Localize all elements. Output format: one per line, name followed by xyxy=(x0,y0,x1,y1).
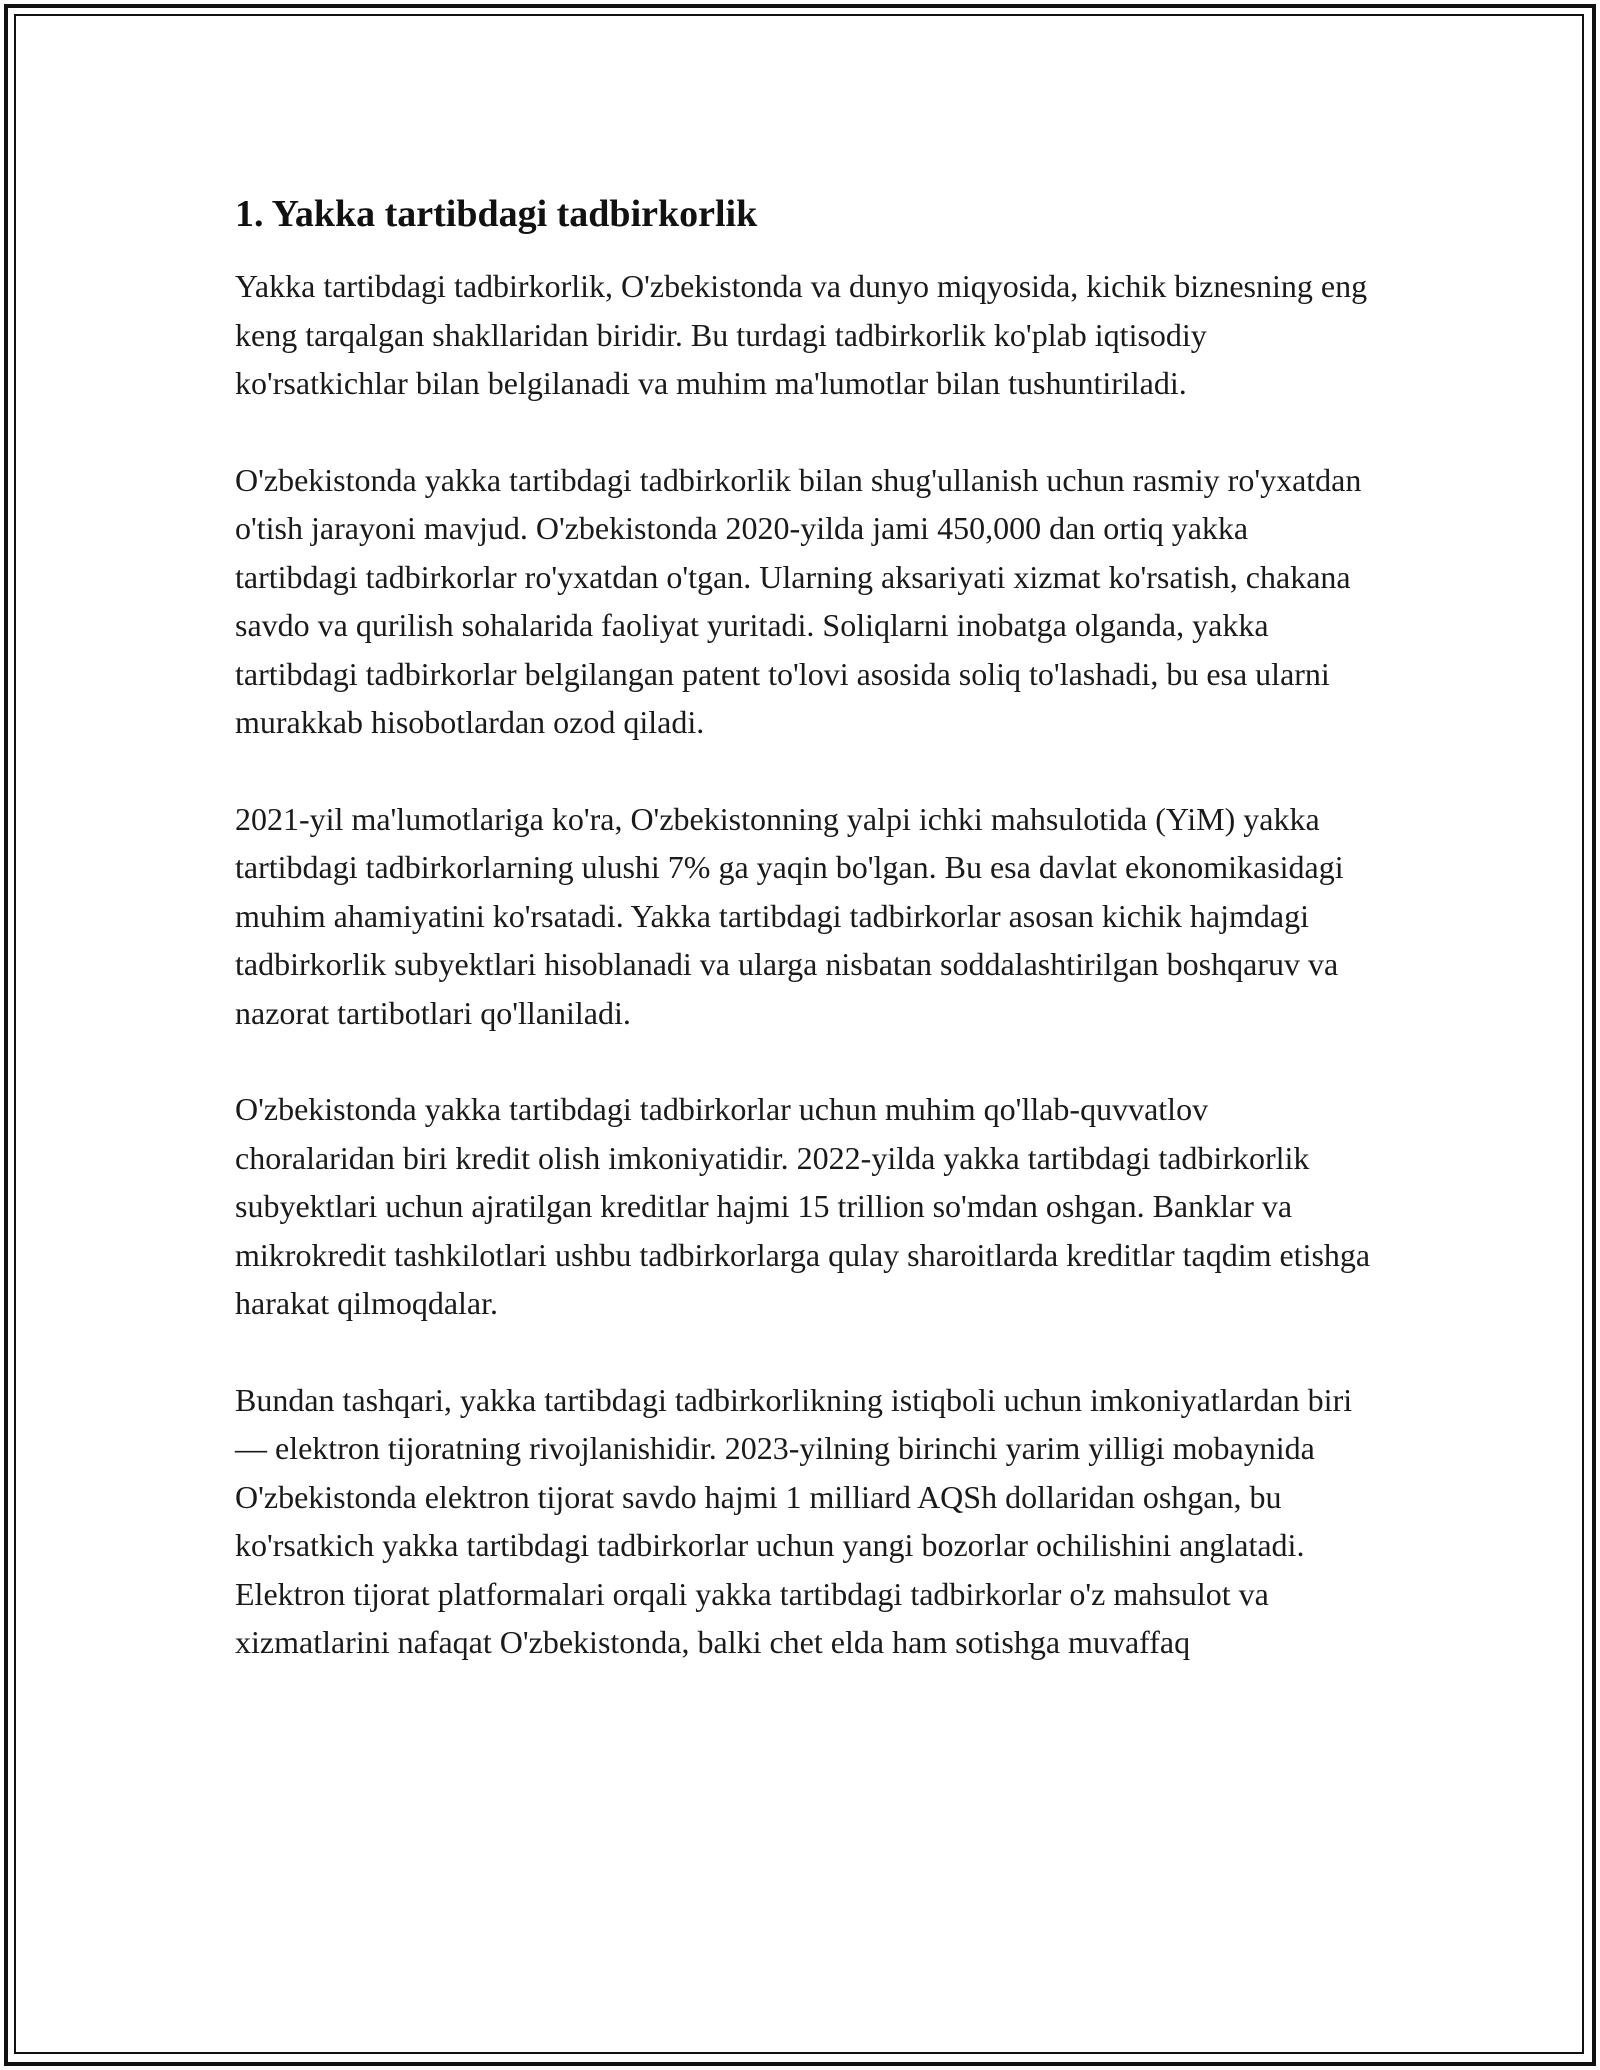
section-heading: 1. Yakka tartibdagi tadbirkorlik xyxy=(235,193,758,235)
paragraph-gdp-share: 2021-yil ma'lumotlariga ko'ra, O'zbekistonning yalpi ichki mahsulotida (YiM) yakka tartibdagi tadbirkorlarning ulushi 7% ga yaqin bo'lgan. Bu esa davlat ekonomikasidagi muhim ahamiyatini ko'rsatadi. Yakka tartibdagi tadbirkorlar asosan kichik hajmdagi tadbirkorlik subyektlari hisoblanadi va ularga nisbatan soddalashtirilgan boshqaruv va nazorat tartibotlari qo'llaniladi. xyxy=(235,800,1344,1031)
paragraph-registration: O'zbekistonda yakka tartibdagi tadbirkorlik bilan shug'ullanish uchun rasmiy ro'yxatdan o'tish jarayoni mavjud. O'zbekistonda 2020-yilda jami 450,000 dan ortiq yakka tartibdagi tadbirkorlar ro'yxatdan o'tgan. Ularning aksariyati xizmat ko'rsatish, chakana savdo va qurilish sohalarida faoliyat yuritadi. Soliqlarni inobatga olganda, yakka tartibdagi tadbirkorlar belgilangan patent to'lovi asosida soliq to'lashadi, bu esa ularni murakkab hisobotlardan ozod qiladi. xyxy=(235,461,1362,740)
paragraph-intro: Yakka tartibdagi tadbirkorlik, O'zbekistonda va dunyo miqyosida, kichik biznesning eng keng tarqalgan shakllaridan biridir. Bu turdagi tadbirkorlik ko'plab iqtisodiy ko'rsatkichlar bilan belgilanadi va muhim ma'lumotlar bilan tushuntiriladi. xyxy=(235,268,1368,401)
paragraph-credit: O'zbekistonda yakka tartibdagi tadbirkorlar uchun muhim qo'llab-quvvatlov choralaridan biri kredit olish imkoniyatidir. 2022-yilda yakka tartibdagi tadbirkorlik subyektlari uchun ajratilgan kreditlar hajmi 15 trillion so'mdan oshgan. Banklar va mikrokredit tashkilotlari ushbu tadbirkorlarga qulay sharoitlarda kreditlar taqdim etishga harakat qilmoqdalar. xyxy=(235,1091,1371,1321)
document-body xyxy=(235,186,1375,1715)
paragraph-ecommerce: Bundan tashqari, yakka tartibdagi tadbirkorlikning istiqboli uchun imkoniyatlardan biri — elektron tijoratning rivojlanishidir. 2023-yilning birinchi yarim yilligi mobaynida O'zbekistonda elektron tijorat savdo hajmi 1 milliard AQSh dollaridan oshgan, bu ko'rsatkich yakka tartibdagi tadbirkorlar uchun yangi bozorlar ochilishini anglatadi. Elektron tijorat platformalari orqali yakka tartibdagi tadbirkorlar o'z mahsulot va xizmatlarini nafaqat O'zbekistonda, balki chet elda ham sotishga muvaffaq xyxy=(235,1381,1353,1660)
